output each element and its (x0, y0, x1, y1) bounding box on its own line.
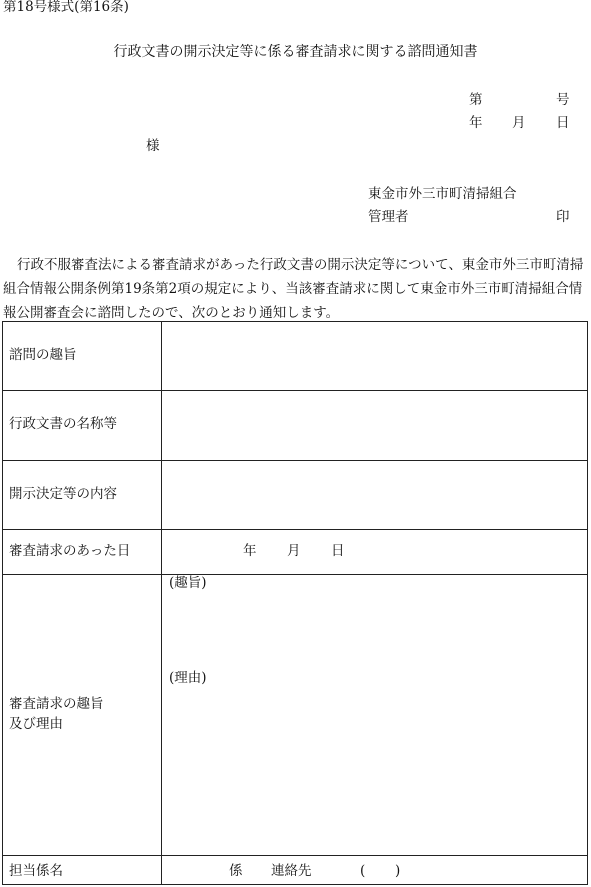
request-gist-reason-field[interactable] (162, 592, 587, 854)
row-label-document-name: 行政文書の名称等 (9, 416, 117, 432)
document-number-prefix: 第 (469, 92, 483, 108)
request-date-day: 日 (331, 543, 345, 559)
notice-body-text: 行政不服審査法による審査請求があった行政文書の開示決定等について、東金市外三市町清掃組合情報公開条例第19条第2項の規定により、当該審査請求に関して東金市外三市町清掃組合情報公開審査会に諮問したので、次のとおり通知します。 (3, 257, 584, 321)
row-label-request-reason: 及び理由 (9, 716, 63, 732)
request-date-year: 年 (243, 543, 257, 559)
inquiry-purpose-field[interactable] (162, 322, 587, 390)
contact-paren-close: ) (395, 863, 401, 879)
issue-date-month: 月 (512, 115, 526, 131)
document-title: 行政文書の開示決定等に係る審査請求に関する諮問通知書 (113, 44, 478, 60)
contact-label: 連絡先 (271, 863, 312, 879)
issue-date-year: 年 (469, 115, 483, 131)
request-date-month: 月 (287, 543, 301, 559)
row-label-inquiry-purpose: 諮問の趣旨 (9, 347, 77, 363)
row-label-request-gist: 審査請求の趣旨 (9, 696, 104, 712)
section-kakari: 係 (229, 863, 243, 879)
sender-seal: 印 (556, 209, 570, 225)
table-row-divider (3, 855, 587, 856)
reason-label: (理由) (169, 670, 207, 686)
disclosure-decision-field[interactable] (162, 461, 587, 529)
table-row-divider (3, 529, 587, 530)
issue-date-day: 日 (556, 115, 570, 131)
row-label-disclosure-decision: 開示決定等の内容 (9, 486, 117, 502)
contact-paren-open: ( (360, 863, 366, 879)
row-label-request-date: 審査請求のあった日 (9, 543, 131, 559)
addressee-honorific: 様 (146, 138, 160, 154)
sender-title: 管理者 (368, 209, 409, 225)
row-label-responsible-section: 担当係名 (9, 863, 63, 879)
notification-form-table (2, 321, 588, 885)
table-row-divider (3, 574, 587, 575)
sender-organization: 東金市外三市町清掃組合 (368, 186, 517, 202)
document-name-field[interactable] (162, 391, 587, 460)
document-number-suffix: 号 (556, 92, 570, 108)
form-number: 第18号様式(第16条) (3, 0, 129, 15)
gist-label: (趣旨) (169, 575, 207, 591)
